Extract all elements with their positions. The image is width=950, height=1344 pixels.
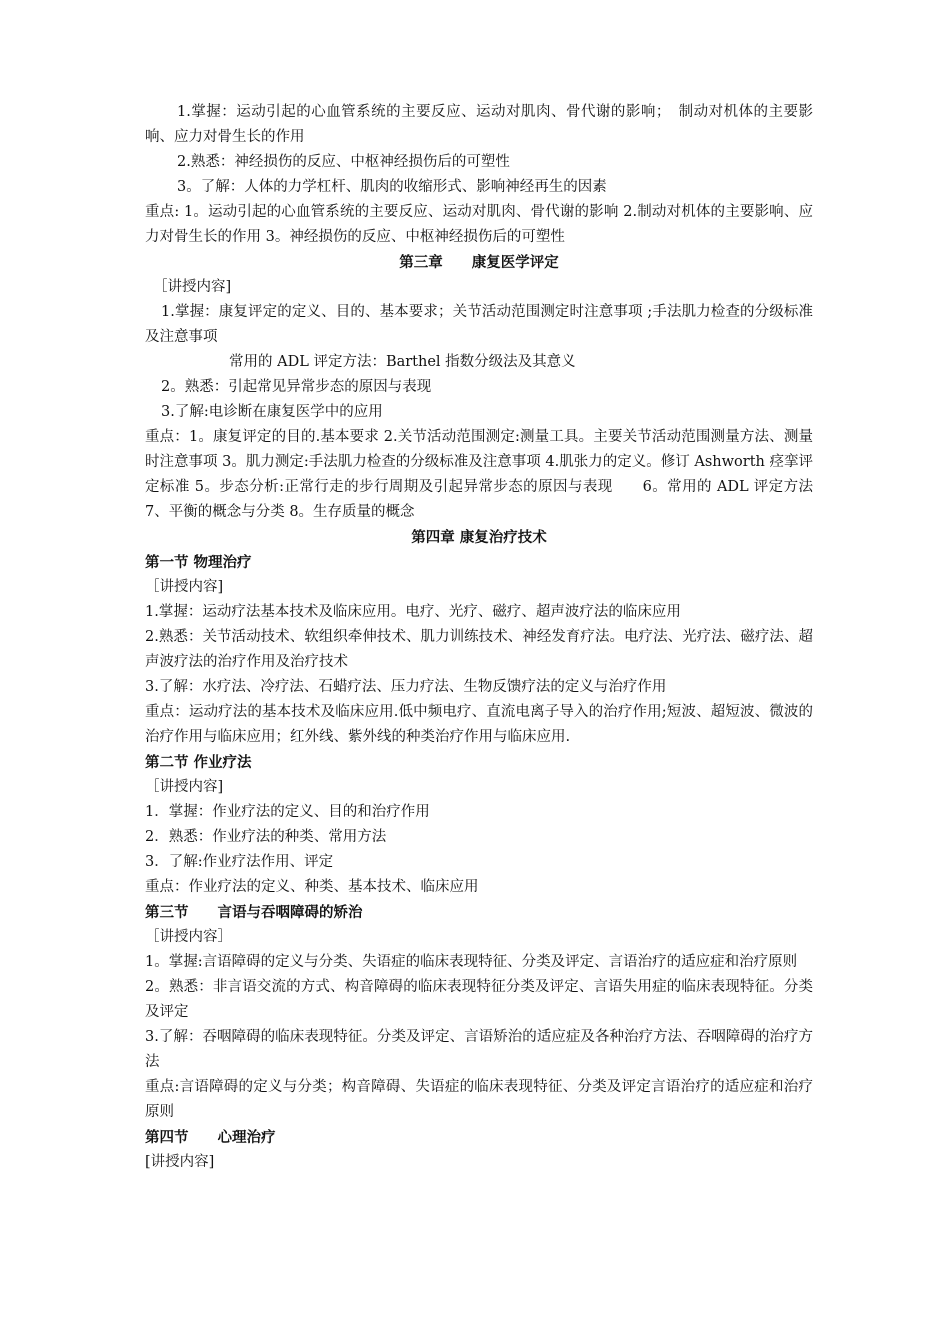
section-2-title: 第二节 作业疗法 [145,754,252,771]
section-3-item-1: 1。掌握:言语障碍的定义与分类、失语症的临床表现特征、分类及评定、言语治疗的适应症和治疗原则 [145,954,798,970]
section-2-content-label: ［讲授内容] [145,779,224,795]
chapter-3-item-2: 2。熟悉：引起常见异常步态的原因与表现 [161,379,432,395]
section-1-title: 第一节 物理治疗 [145,554,252,571]
chapter-3-item-1: 1.掌握：康复评定的定义、目的、基本要求；关节活动范围测定时注意事项 ;手法肌力检查的分级标准及注意事项 [145,304,813,345]
intro-key-points: 重点: 1。运动引起的心血管系统的主要反应、运动对肌肉、骨代谢的影响 2.制动对机体的主要影响、应力对骨生长的作用 3。神经损伤的反应、中枢神经损伤后的可塑性 [145,204,813,245]
intro-item-2: 2.熟悉：神经损伤的反应、中枢神经损伤后的可塑性 [177,154,510,170]
section-2-item-3: 3．了解:作业疗法作用、评定 [145,854,334,870]
chapter-3-item-3: 3.了解:电诊断在康复医学中的应用 [161,404,383,420]
section-1-item-3: 3.了解：水疗法、冷疗法、石蜡疗法、压力疗法、生物反馈疗法的定义与治疗作用 [145,679,667,695]
chapter-3-key-points: 重点：1。康复评定的目的.基本要求 2.关节活动范围测定:测量工具。主要关节活动范围测量方法、测量时注意事项 3。肌力测定:手法肌力检查的分级标准及注意事项 4.肌张力的定义。修订 Ashworth 痉挛评定标准 5。步态分析:正常行走的步行周期及引起异常步态的原因与表现 6。常用的 ADL 评定方法 7、平衡的概念与分类 8。生存质量的概念 [145,429,813,520]
intro-item-3: 3。了解：人体的力学杠杆、肌肉的收缩形式、影响神经再生的因素 [177,179,607,195]
document-body [145,100,813,1175]
section-2-key-points: 重点：作业疗法的定义、种类、基本技术、临床应用 [145,879,479,895]
section-4-title: 第四节 心理治疗 [145,1129,276,1146]
section-3-item-2: 2。熟悉：非言语交流的方式、构音障碍的临床表现特征分类及评定、言语失用症的临床表现特征。分类及评定 [145,979,813,1020]
chapter-4-title: 第四章 康复治疗技术 [411,529,547,546]
section-4-content-label: [讲授内容] [145,1154,215,1170]
chapter-3-title: 第三章 康复医学评定 [399,254,559,271]
intro-item-1: 1.掌握：运动引起的心血管系统的主要反应、运动对肌肉、骨代谢的影响； 制动对机体的主要影响、应力对骨生长的作用 [145,104,813,145]
chapter-3-item-1b: 常用的 ADL 评定方法：Barthel 指数分级法及其意义 [229,354,576,370]
section-3-content-label: ［讲授内容］ [145,929,232,945]
section-3-key-points: 重点:言语障碍的定义与分类；构音障碍、失语症的临床表现特征、分类及评定言语治疗的适应症和治疗原则 [145,1079,813,1120]
section-1-content-label: ［讲授内容] [145,579,224,595]
section-1-item-2: 2.熟悉：关节活动技术、软组织牵伸技术、肌力训练技术、神经发育疗法。电疗法、光疗法、磁疗法、超声波疗法的治疗作用及治疗技术 [145,629,813,670]
section-2-item-1: 1．掌握：作业疗法的定义、目的和治疗作用 [145,804,430,820]
chapter-3-content-label: ［讲授内容] [153,279,232,295]
section-1-key-points: 重点：运动疗法的基本技术及临床应用.低中频电疗、直流电离子导入的治疗作用;短波、超短波、微波的治疗作用与临床应用；红外线、紫外线的种类治疗作用与临床应用. [145,704,813,745]
section-1-item-1: 1.掌握：运动疗法基本技术及临床应用。电疗、光疗、磁疗、超声波疗法的临床应用 [145,604,681,620]
section-3-title: 第三节 言语与吞咽障碍的矫治 [145,904,363,921]
section-2-item-2: 2．熟悉：作业疗法的种类、常用方法 [145,829,387,845]
section-3-item-3: 3.了解：吞咽障碍的临床表现特征。分类及评定、言语矫治的适应症及各种治疗方法、吞咽障碍的治疗方法 [145,1029,813,1070]
